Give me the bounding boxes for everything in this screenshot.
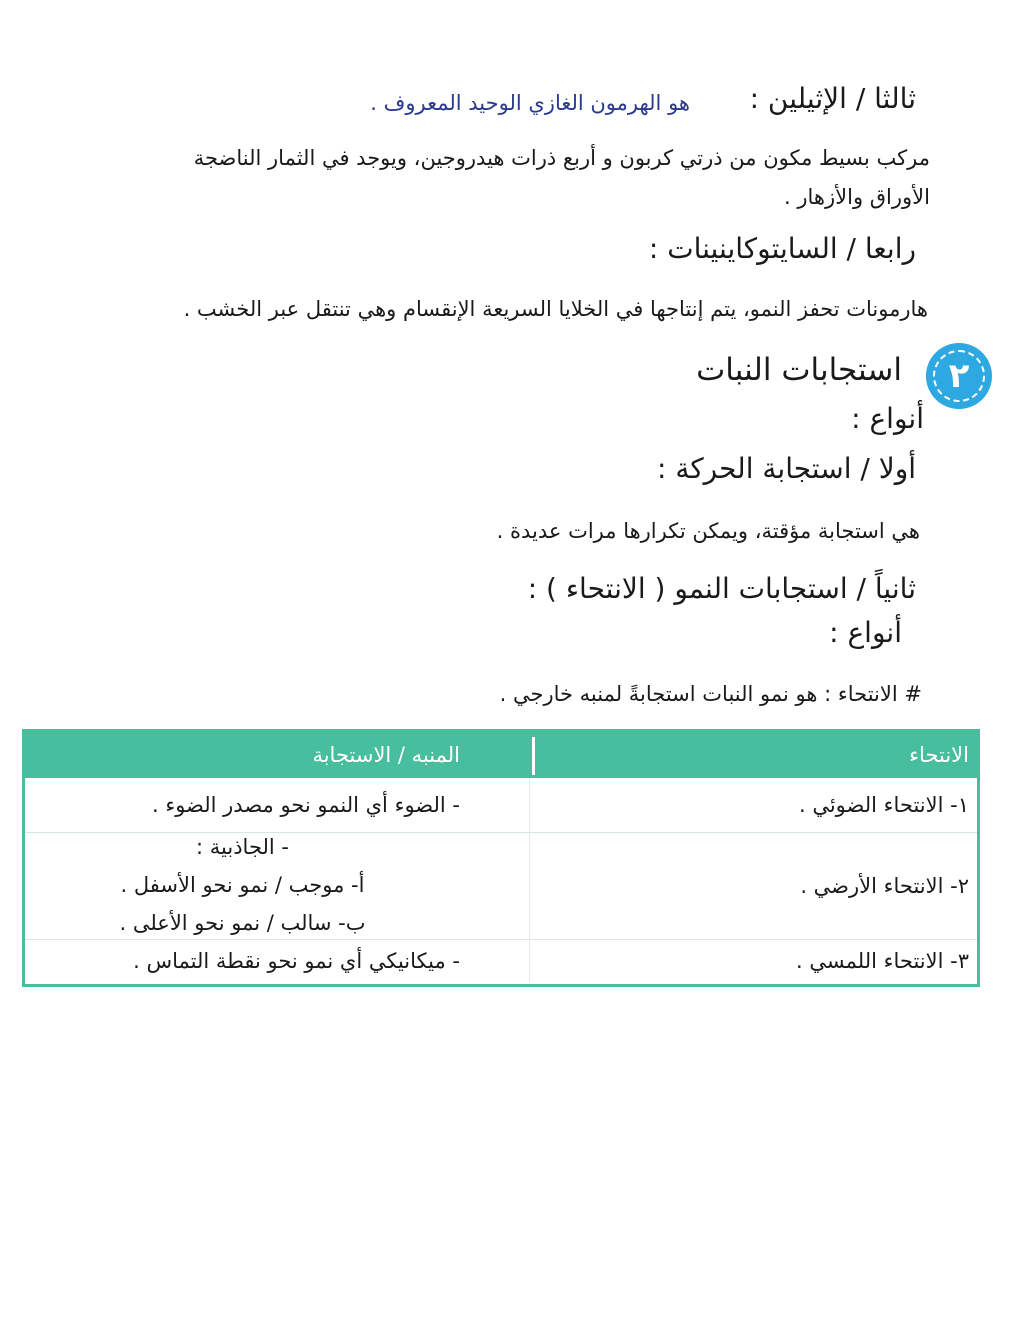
movement-response-description: هي استجابة مؤقتة، ويمكن تكرارها مرات عديدة .	[496, 519, 920, 543]
response-line: أ- موجب / نمو نحو الأسفل .	[120, 873, 365, 898]
table-row	[25, 940, 977, 982]
cytokinin-heading: رابعا / السايتوكاينينات :	[648, 232, 916, 265]
column-divider	[529, 833, 530, 939]
tropism-type: ١- الانتحاء الضوئي .	[798, 793, 969, 817]
header-divider	[532, 737, 535, 775]
tropism-definition: # الانتحاء : هو نمو النبات استجابةً لمنبه خارجي .	[499, 682, 922, 706]
ethylene-heading: ثالثا / الإثيلين :	[749, 82, 916, 115]
stimulus-response	[25, 833, 472, 939]
ethylene-description-line1: مركب بسيط مكون من ذرتي كربون و أربع ذرات هيدروجين، ويوجد في الثمار الناضجة	[193, 146, 930, 170]
response-line: - الجاذبية :	[196, 835, 289, 860]
movement-response-heading: أولا / استجابة الحركة :	[656, 452, 916, 485]
header-stimulus-response: المنبه / الاستجابة	[312, 743, 460, 767]
section-number: ٢	[933, 350, 985, 402]
table-row	[25, 833, 977, 940]
tropism-type: ٢- الانتحاء الأرضي .	[800, 874, 969, 898]
stimulus-response: - الضوء أي النمو نحو مصدر الضوء .	[151, 793, 460, 817]
growth-responses-heading: ثانياً / استجابات النمو ( الانتحاء ) :	[527, 572, 916, 605]
ethylene-definition: هو الهرمون الغازي الوحيد المعروف .	[370, 91, 690, 115]
column-divider	[529, 778, 530, 832]
table-header-row	[25, 732, 977, 778]
tropism-type: ٣- الانتحاء اللمسي .	[796, 949, 969, 973]
column-divider	[529, 940, 530, 982]
stimulus-response: - ميكانيكي أي نمو نحو نقطة التماس .	[133, 949, 460, 973]
plant-responses-title: استجابات النبات	[696, 352, 902, 388]
header-tropism: الانتحاء	[909, 743, 969, 767]
section-number-badge	[926, 343, 992, 409]
cytokinin-description: هارمونات تحفز النمو، يتم إنتاجها في الخلايا السريعة الإنقسام وهي تنتقل عبر الخشب .	[183, 297, 928, 321]
response-line: ب- سالب / نمو نحو الأعلى .	[119, 910, 366, 935]
ethylene-description-line2: الأوراق والأزهار .	[784, 185, 930, 209]
table-row	[25, 778, 977, 833]
tropism-table	[22, 729, 980, 987]
types-label: أنواع :	[851, 402, 924, 435]
types-label-2: أنواع :	[829, 616, 902, 649]
